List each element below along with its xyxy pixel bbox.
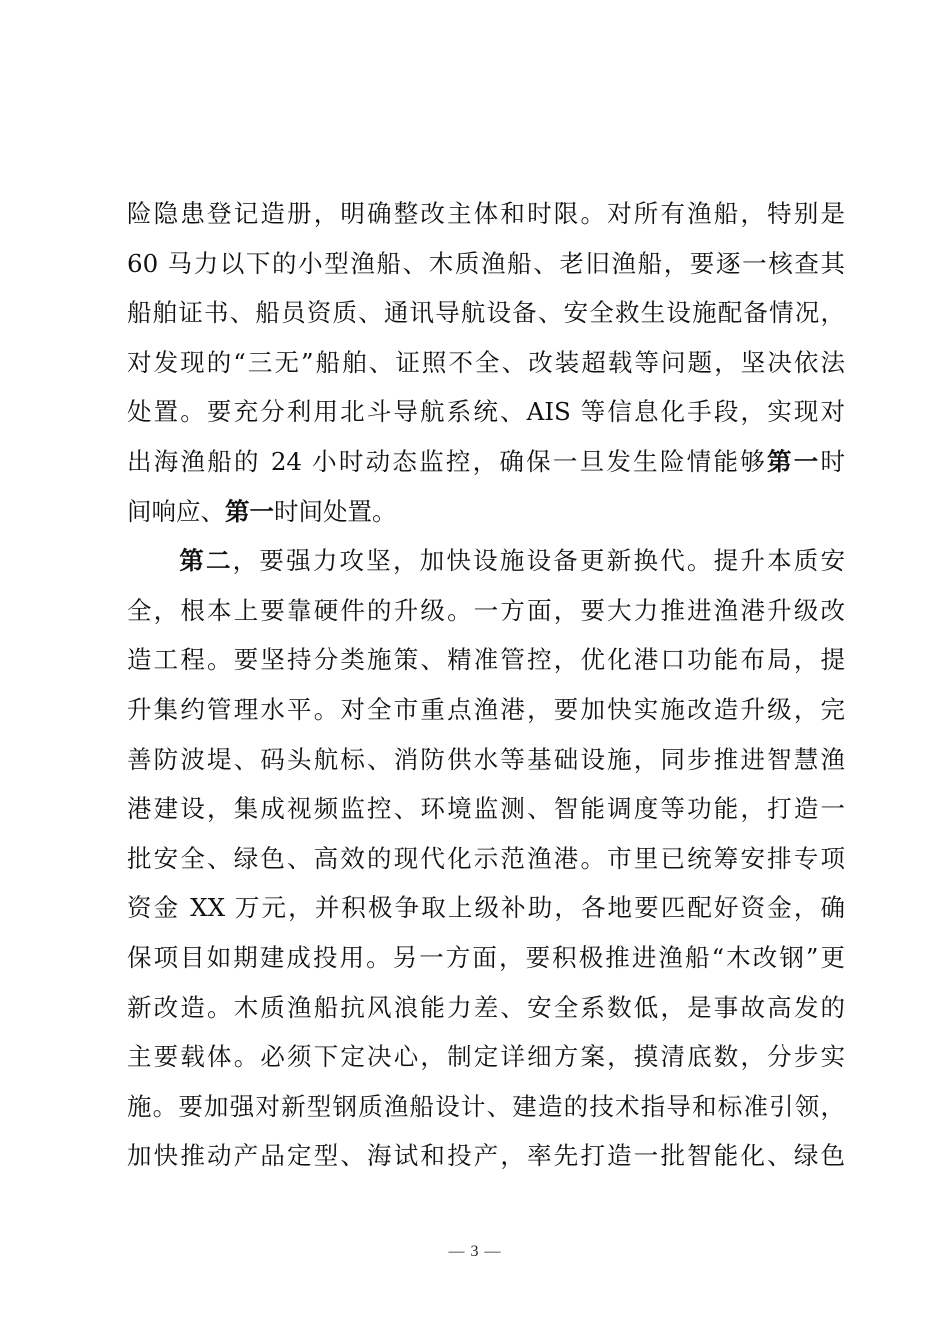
body-text — [127, 189, 845, 1181]
paragraph-1-line-6-text-b: 时 — [820, 446, 846, 476]
paragraph-2-line-6: 港建设，集成视频监控、环境监测、智能调度等功能，打造一 — [127, 794, 845, 824]
paragraph-2-line-1 — [127, 536, 845, 586]
paragraph-2-line-5: 善防波堤、码头航标、消防供水等基础设施，同步推进智慧渔 — [127, 744, 845, 774]
paragraph-2-line-4: 升集约管理水平。对全市重点渔港，要加快实施改造升级，完 — [127, 694, 845, 724]
emphasis-first-1: 第一 — [766, 446, 821, 476]
paragraph-1-line-7-text-a: 间响应、 — [127, 496, 225, 526]
emphasis-first-2: 第一 — [225, 496, 274, 526]
paragraph-2-line-10: 新改造。木质渔船抗风浪能力差、安全系数低，是事故高发的 — [127, 992, 845, 1022]
paragraph-1-line-6 — [127, 437, 845, 487]
paragraph-1-line-3: 船舶证书、船员资质、通讯导航设备、安全救生设施配备情况， — [127, 298, 845, 328]
paragraph-2-line-3: 造工程。要坚持分类施策、精准管控，优化港口功能布局，提 — [127, 645, 845, 675]
page-number: — 3 — — [448, 1243, 502, 1260]
paragraph-2-line-13: 加快推动产品定型、海试和投产，率先打造一批智能化、绿色 — [127, 1141, 845, 1171]
paragraph-1-line-1: 险隐患登记造册，明确整改主体和时限。对所有渔船，特别是 — [127, 199, 845, 228]
paragraph-2-line-11: 主要载体。必须下定决心，制定详细方案，摸清底数，分步实 — [127, 1042, 845, 1072]
paragraph-1-line-7 — [127, 487, 845, 537]
paragraph-2-line-2: 全，根本上要靠硬件的升级。一方面，要大力推进渔港升级改 — [127, 595, 845, 625]
emphasis-second: 第二 — [177, 546, 233, 576]
paragraph-2-line-7: 批安全、绿色、高效的现代化示范渔港。市里已统筹安排专项 — [127, 843, 845, 873]
paragraph-1-line-2: 60 马力以下的小型渔船、木质渔船、老旧渔船，要逐一核查其 — [127, 248, 845, 278]
paragraph-2-line-9: 保项目如期建成投用。另一方面，要积极推进渔船“木改钢”更 — [127, 942, 845, 972]
paragraph-1-line-6-text-a: 出海渔船的 24 小时动态监控，确保一旦发生险情能够 — [127, 446, 767, 476]
paragraph-1-line-5: 处置。要充分利用北斗导航系统、AIS 等信息化手段，实现对 — [127, 397, 845, 427]
paragraph-1-line-7-text-b: 时间处置。 — [274, 496, 397, 526]
paragraph-2-line-8: 资金 XX 万元，并积极争取上级补助，各地要匹配好资金，确 — [127, 893, 845, 923]
paragraph-2-line-12: 施。要加强对新型钢质渔船设计、建造的技术指导和标准引领， — [127, 1091, 845, 1121]
paragraph-1-line-4: 对发现的“三无”船舶、证照不全、改装超载等问题，坚决依法 — [127, 347, 845, 377]
paragraph-2-line-1-text: ，要强力攻坚，加快设施设备更新换代。提升本质安 — [232, 546, 846, 576]
